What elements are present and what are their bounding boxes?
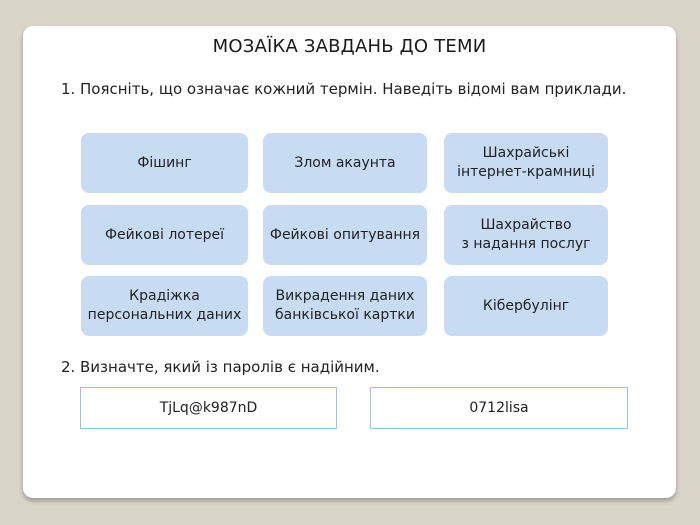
term-tile-card-data-theft[interactable]: Викрадення даних банківської картки: [263, 276, 427, 336]
task-2-number: 2.: [61, 358, 76, 376]
term-tile-fraud-shops[interactable]: Шахрайські інтернет-крамниці: [444, 133, 608, 193]
term-tile-phishing[interactable]: Фішинг: [81, 133, 248, 193]
term-tile-service-fraud[interactable]: Шахрайство з надання послуг: [444, 205, 608, 265]
term-tile-fake-lotteries[interactable]: Фейкові лотереї: [81, 205, 248, 265]
slide-card: [23, 26, 676, 498]
term-tiles-grid: [81, 133, 611, 338]
password-option-2[interactable]: 0712lisa: [370, 387, 628, 429]
term-tile-account-hacking[interactable]: Злом акаунта: [263, 133, 427, 193]
task-2-text: Визначте, який із паролів є надійним.: [80, 358, 380, 376]
password-option-1[interactable]: TjLq@k987nD: [80, 387, 337, 429]
task-2: [61, 356, 640, 378]
term-tile-fake-surveys[interactable]: Фейкові опитування: [263, 205, 427, 265]
task-1: [61, 78, 630, 100]
term-tile-cyberbullying[interactable]: Кібербулінг: [444, 276, 608, 336]
task-1-text: Поясніть, що означає кожний термін. Наведіть відомі вам приклади.: [80, 80, 627, 98]
task-1-number: 1.: [61, 80, 76, 98]
slide-title: МОЗАЇКА ЗАВДАНЬ ДО ТЕМИ: [212, 36, 487, 57]
term-tile-personal-data-theft[interactable]: Крадіжка персональних даних: [81, 276, 248, 336]
